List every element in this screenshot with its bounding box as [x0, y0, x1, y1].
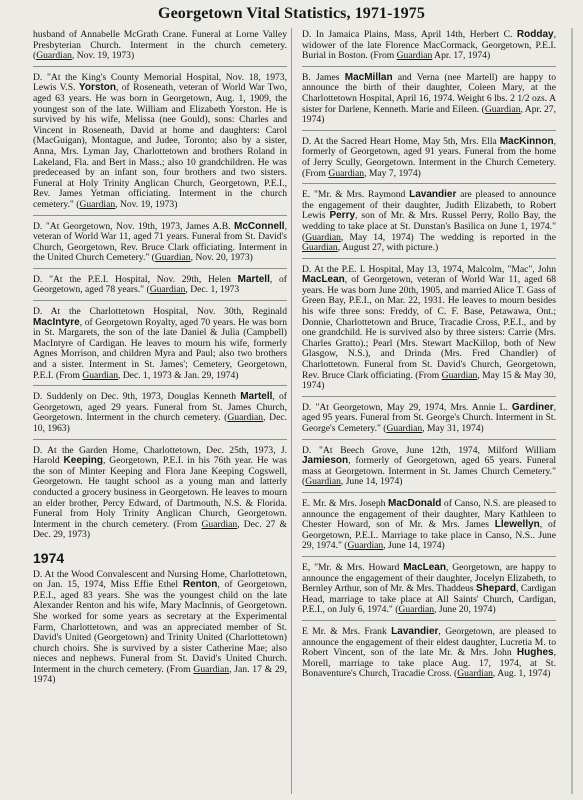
- surname: Jamieson: [302, 455, 349, 467]
- surname: Hughes: [516, 647, 554, 659]
- entry-text: D. At the Wood Convalescent and Nursing Home, Charlottetown, on Jan. 15, 1974, Miss Effie Ethel: [33, 568, 287, 591]
- left-entries-1974: [33, 570, 287, 691]
- entry-text: , June 14, 1974): [383, 540, 445, 552]
- vital-record-entry: [302, 563, 556, 621]
- surname: MacDonald: [388, 497, 442, 509]
- entry-text: , formerly of Georgetown, aged 65 years. Funeral mass at Georgetown. Interment in St. James Church Cemetery." (: [302, 455, 556, 488]
- vital-record-entry: [302, 403, 556, 440]
- entry-text: , of Georgetown, veteran of World War 11, aged 68 years. He was born June 20th, 1905, and married Alice T. Gass of Green Bay, P.E.I., on Mar. 22, 1931. He leaves to mourn besides his wife three sons: Freddy, of C. F. Base, Petawawa, Ont.; Donnie, Charlottetown and Bruce, Tracadie Cross, P.E.I., and by one grandchild. He is survived also by three sisters: Carrie (Mrs. Charles Gratto).; Pearl (Mrs. Stewart MacKillop, both of New Glasgow, N.S.), and Drinda (Mrs. Fred Chandler) of Charlottetown. Funeral from St. David's Church, Georgetown, Rev. Bruce Clark officiating. (From: [302, 274, 556, 381]
- right-entries: [302, 30, 556, 684]
- newspaper-source: Guardian: [347, 540, 384, 552]
- surname: Rodday: [516, 29, 554, 40]
- entry-text: , May 14, 1974) The wedding is reported in the: [340, 231, 556, 243]
- newspaper-source: Guardian: [149, 284, 186, 296]
- vital-record-entry: [33, 73, 287, 216]
- entry-text: , Georgetown, P.E.I. in his 76th year. He was the son of Minter Keeping and Flora Jane Keeping Cogswell, Georgetown. He taught school as a young man and latterly conducted a grocery business in Georgetown. He leaves to mourn an elder brother, Percy Edward, of Dartmouth, N.S. & Florida. Funeral from Holy Trinity Anglican Church, Georgetown. Interment in the church cemetery. (From: [33, 455, 287, 530]
- entry-text: Apr. 17, 1974): [432, 50, 491, 62]
- newspaper-source: Guardian: [396, 50, 433, 62]
- surname: McConnell: [234, 220, 285, 232]
- page-edge: [571, 28, 573, 794]
- entry-text: B. James: [302, 71, 345, 83]
- vital-record-entry: [33, 307, 287, 386]
- vital-record-entry: [302, 265, 556, 397]
- entry-text: D. "At the King's County Memorial Hospital, Nov. 18, 1973, Lewis V.S.: [33, 71, 287, 94]
- entry-text: , May 31, 1974): [422, 423, 484, 434]
- entry-text: , Jan. 17 & 29, 1974): [33, 663, 287, 686]
- entry-text: , of Georgetown, P.E.I., aged 83 years. She was the youngest child on the late Alexander Renton and his wife, Mary MacInnis, of Georgetown. She worked for some years as secretary at the Experimental Farm, Charlottetown, and was an appreciated member of St. David's United (Georgetown) and Trinity United (Charlottetown) church choirs. She is survived by a sister Catherine Mae; also nieces and nephews. Funeral from St. David's United Church. Interment in the church cemetery. (From: [33, 579, 287, 675]
- surname: MacKinnon: [499, 135, 554, 147]
- entry-text: D. At the P.E. I. Hospital, May 13, 1974, Malcolm, "Mac", John: [302, 263, 556, 275]
- column-divider: [291, 28, 292, 794]
- vital-record-entry: [33, 30, 287, 67]
- vital-record-entry: [33, 275, 287, 301]
- newspaper-source: Guardian: [36, 50, 72, 62]
- vital-record-entry: [302, 73, 556, 131]
- entry-text: D. "At Georgetown, Nov. 19th, 1973, James A.B.: [33, 220, 235, 232]
- entry-text: , Nov. 19, 1973): [115, 198, 178, 210]
- entry-text: are pleased to announce the engagement of their daughter, Judith Elizabeth, to Robert Lewis: [302, 189, 556, 222]
- surname: MacLean: [302, 274, 345, 286]
- surname: Lavandier: [391, 625, 439, 637]
- vital-record-entry: [33, 222, 287, 269]
- entry-text: , Apr. 27, 1974): [302, 103, 556, 126]
- surname: Yorston: [78, 82, 116, 94]
- vital-record-entry: [302, 190, 556, 259]
- left-entries-1973: [33, 30, 287, 545]
- newspaper-source: Guardian: [82, 369, 119, 381]
- newspaper-source: Guardian: [484, 103, 521, 115]
- left-column: [33, 30, 287, 696]
- entry-text: E. "Mr. & Mrs. Raymond: [302, 189, 410, 201]
- entry-text: , widower of the late Florence MacCormack, Georgetown, P.E.I. Burial in Boston. (From: [302, 29, 556, 62]
- entry-text: , Georgetown, are pleased to announce the engagement of their eldest daughter, Lucretia M. to Robert Vincent, son of the late Mr. & Mrs. John: [302, 625, 556, 659]
- entry-text: , Morell, marriage to take place Aug. 17, 1974, at St. Bonaventure's Church, Tracadie Cross. (: [302, 647, 556, 680]
- entry-text: , of Georgetown, aged 78 years." (: [33, 273, 287, 296]
- entry-text: , veteran of World War 11, aged 71 years. Funeral from St. David's Church, Georgetown, Rev. Bruce Clark officiating. Interment in the United Church Cemetery." (: [33, 220, 287, 264]
- entry-text: , Nov. 20, 1973): [190, 252, 253, 264]
- entry-text: , June 20, 1974): [434, 604, 496, 616]
- newspaper-source: Guardian: [441, 369, 478, 381]
- surname: Lavandier: [409, 189, 457, 201]
- entry-text: D. Suddenly on Dec. 9th, 1973, Douglas Kenneth: [33, 391, 241, 403]
- entry-text: , of Georgetown, P.E.I.. Marriage to take place in Canso, N.S.. June 29, 1974." (: [302, 519, 556, 552]
- right-column: [302, 30, 556, 690]
- entry-text: , Georgetown, are happy to announce the engagement of their daughter, Jocelyn Elizabeth, to Bernley Arthur, son of Mr. & Mrs. Thaddeus: [302, 561, 556, 595]
- surname: Perry: [329, 210, 356, 222]
- newspaper-source: Guardian: [79, 198, 116, 210]
- vital-record-entry: [302, 446, 556, 493]
- surname: Llewellyn: [494, 519, 540, 531]
- entry-text: D. In Jamaica Plains, Mass, April 14th, Herbert C.: [302, 29, 517, 40]
- entry-text: , Nov. 19, 1973): [71, 50, 135, 62]
- entry-text: E Mr. & Mrs. Frank: [302, 625, 392, 637]
- entry-text: D. At the Charlottetown Hospital, Nov. 30th, Reginald: [33, 306, 287, 318]
- newspaper-source: Guardian: [328, 167, 365, 179]
- entry-text: D. "At the P.E.I. Hospital, Nov. 29th, Helen: [33, 273, 238, 285]
- entry-text: , aged 95 years. Funeral from St. George's Church. Interment in St. George's Cemetery." (: [302, 401, 556, 434]
- entry-text: , of Georgetown Royalty, aged 70 years. He was born in St. Margarets, the son of the late Daniel & Julia (Campbell) MacIntyre of Cardigan. He leaves to mourn his wife, formerly Agnes Morrison, and children Myra and Paul; also two brothers and a sister. Interment in St. James'; Cemetery, Georgetown, P.E.I. (From: [33, 316, 287, 381]
- entry-text: , June 14, 1974): [340, 476, 403, 488]
- entry-text: , Cardigan Head, marriage to take place at All Saints' Church, Cardigan, P.E.I., on July 6, 1974." (: [302, 583, 556, 616]
- newspaper-source: Guardian: [386, 423, 423, 434]
- entry-text: husband of Annabelle McGrath Crane. Funeral at Lorne Valley Presbyterian Church. Interment in the church cemetery. (: [33, 29, 287, 62]
- entry-text: , May 15 & May 30, 1974): [302, 369, 556, 392]
- newspaper-source: Guardian: [305, 476, 341, 488]
- surname: Shepard: [476, 583, 517, 595]
- newspaper-source: Guardian: [193, 663, 230, 675]
- entry-text: , of Georgetown, aged 29 years. Funeral from St. James Church, Georgetown. Interment in the church cemetery. (: [33, 391, 287, 424]
- entry-text: , August 27, with picture.): [337, 242, 439, 254]
- vital-record-entry: [33, 392, 287, 439]
- year-heading: 1974: [33, 549, 65, 566]
- entry-text: , Dec. 1, 1973 & Jan. 29, 1974): [118, 369, 239, 381]
- surname: MacMillan: [344, 71, 393, 83]
- entry-text: , son of Mr. & Mrs. Russel Perry, Rollo Bay, the wedding to take place at St. Dunstan's Basilica on June 1, 1974." (: [302, 210, 556, 243]
- entry-text: E, "Mr. & Mrs. Howard: [302, 561, 404, 573]
- entry-text: , Dec. 27 & Dec. 29, 1973): [33, 518, 287, 541]
- entry-text: , formerly of Georgetown, aged 91 years. Funeral from the home of Jerry Scully, Georgetown. Interment in the Church Cemetery. (From: [302, 135, 556, 179]
- newspaper-source: Guardian: [398, 604, 435, 616]
- newspaper-source: Guardian: [457, 668, 493, 680]
- surname: Martell: [237, 273, 270, 285]
- vital-record-entry: [302, 30, 556, 67]
- entry-text: D. At the Sacred Heart Home, May 5th, Mrs. Ella: [302, 135, 500, 147]
- entry-text: , May 7, 1974): [364, 167, 421, 179]
- page-title: Georgetown Vital Statistics, 1971-1975: [158, 5, 425, 22]
- newspaper-source: Guardian: [302, 242, 338, 254]
- entry-text: D. At the Garden Home, Charlottetown, Dec. 25th, 1973, J. Harold: [33, 444, 287, 467]
- newspaper-source: Guardian: [227, 412, 264, 424]
- entry-text: D. "At Georgetown, May 29, 1974, Mrs. Annie L.: [302, 401, 512, 413]
- newspaper-source: Guardian: [305, 231, 341, 243]
- surname: Martell: [240, 391, 273, 403]
- entry-text: of Canso, N.S. are pleased to announce the engagement of their daughter, Mary Kathleen to Chester Howard, son of Mr. & Mrs. James: [302, 497, 556, 531]
- newspaper-source: Guardian: [154, 252, 191, 264]
- vital-record-entry: [302, 137, 556, 184]
- vital-record-entry: [302, 499, 556, 557]
- entry-text: , Aug. 1, 1974): [492, 668, 551, 680]
- surname: Gardiner: [511, 401, 554, 413]
- vital-record-entry: [33, 570, 287, 691]
- entry-text: , of Roseneath, veteran of World War Two, aged 63 years. He was born in Georgetown, Aug. 1, 1909, the youngest son of the late. William and Elizabeth Yorston. He is survived by his wife, Melissa (nee Gould), sons: Charles and Vincent in Roseneath, David at home and daughters: Carol (MacGuigan), Montague, and Judee, Toronto; also by a sister, Anna, Mrs. Lyman Jay, Charlottetown and brothers Roland in Lakeland, Fla. and Bert in Mass.; also 10 grandchildren. He was predeceased by an infant son, four brothers and two sisters. Funeral at Holy Trinity Anglican Church, Georgetown, P.E.I., Rev. James Yetman officiating. Interment in the church cemetery." (: [33, 82, 287, 210]
- entry-text: and Verna (nee Martell) are happy to announce the birth of their daughter, Coleen Mary, at the Charlottetown Hospital, April 16, 1974. Weight 6 lbs. 2 1/2 ozs. A sister for Darlene, Kenneth. Marie and Eileen. (: [302, 71, 556, 115]
- vital-record-entry: [302, 627, 556, 684]
- surname: Renton: [182, 579, 218, 591]
- newspaper-source: Guardian: [201, 518, 238, 530]
- entry-text: , Dec. 1, 1973: [185, 284, 240, 296]
- surname: Keeping: [63, 455, 103, 467]
- entry-text: , Dec. 10, 1963): [33, 412, 287, 434]
- entry-text: D. "At Beech Grove, June 12th, 1974, Milford William: [302, 444, 556, 456]
- entry-text: E. Mr. & Mrs. Joseph: [302, 497, 389, 509]
- vital-record-entry: [33, 446, 287, 545]
- surname: MacLean: [403, 561, 446, 573]
- surname: MacIntyre: [33, 316, 80, 328]
